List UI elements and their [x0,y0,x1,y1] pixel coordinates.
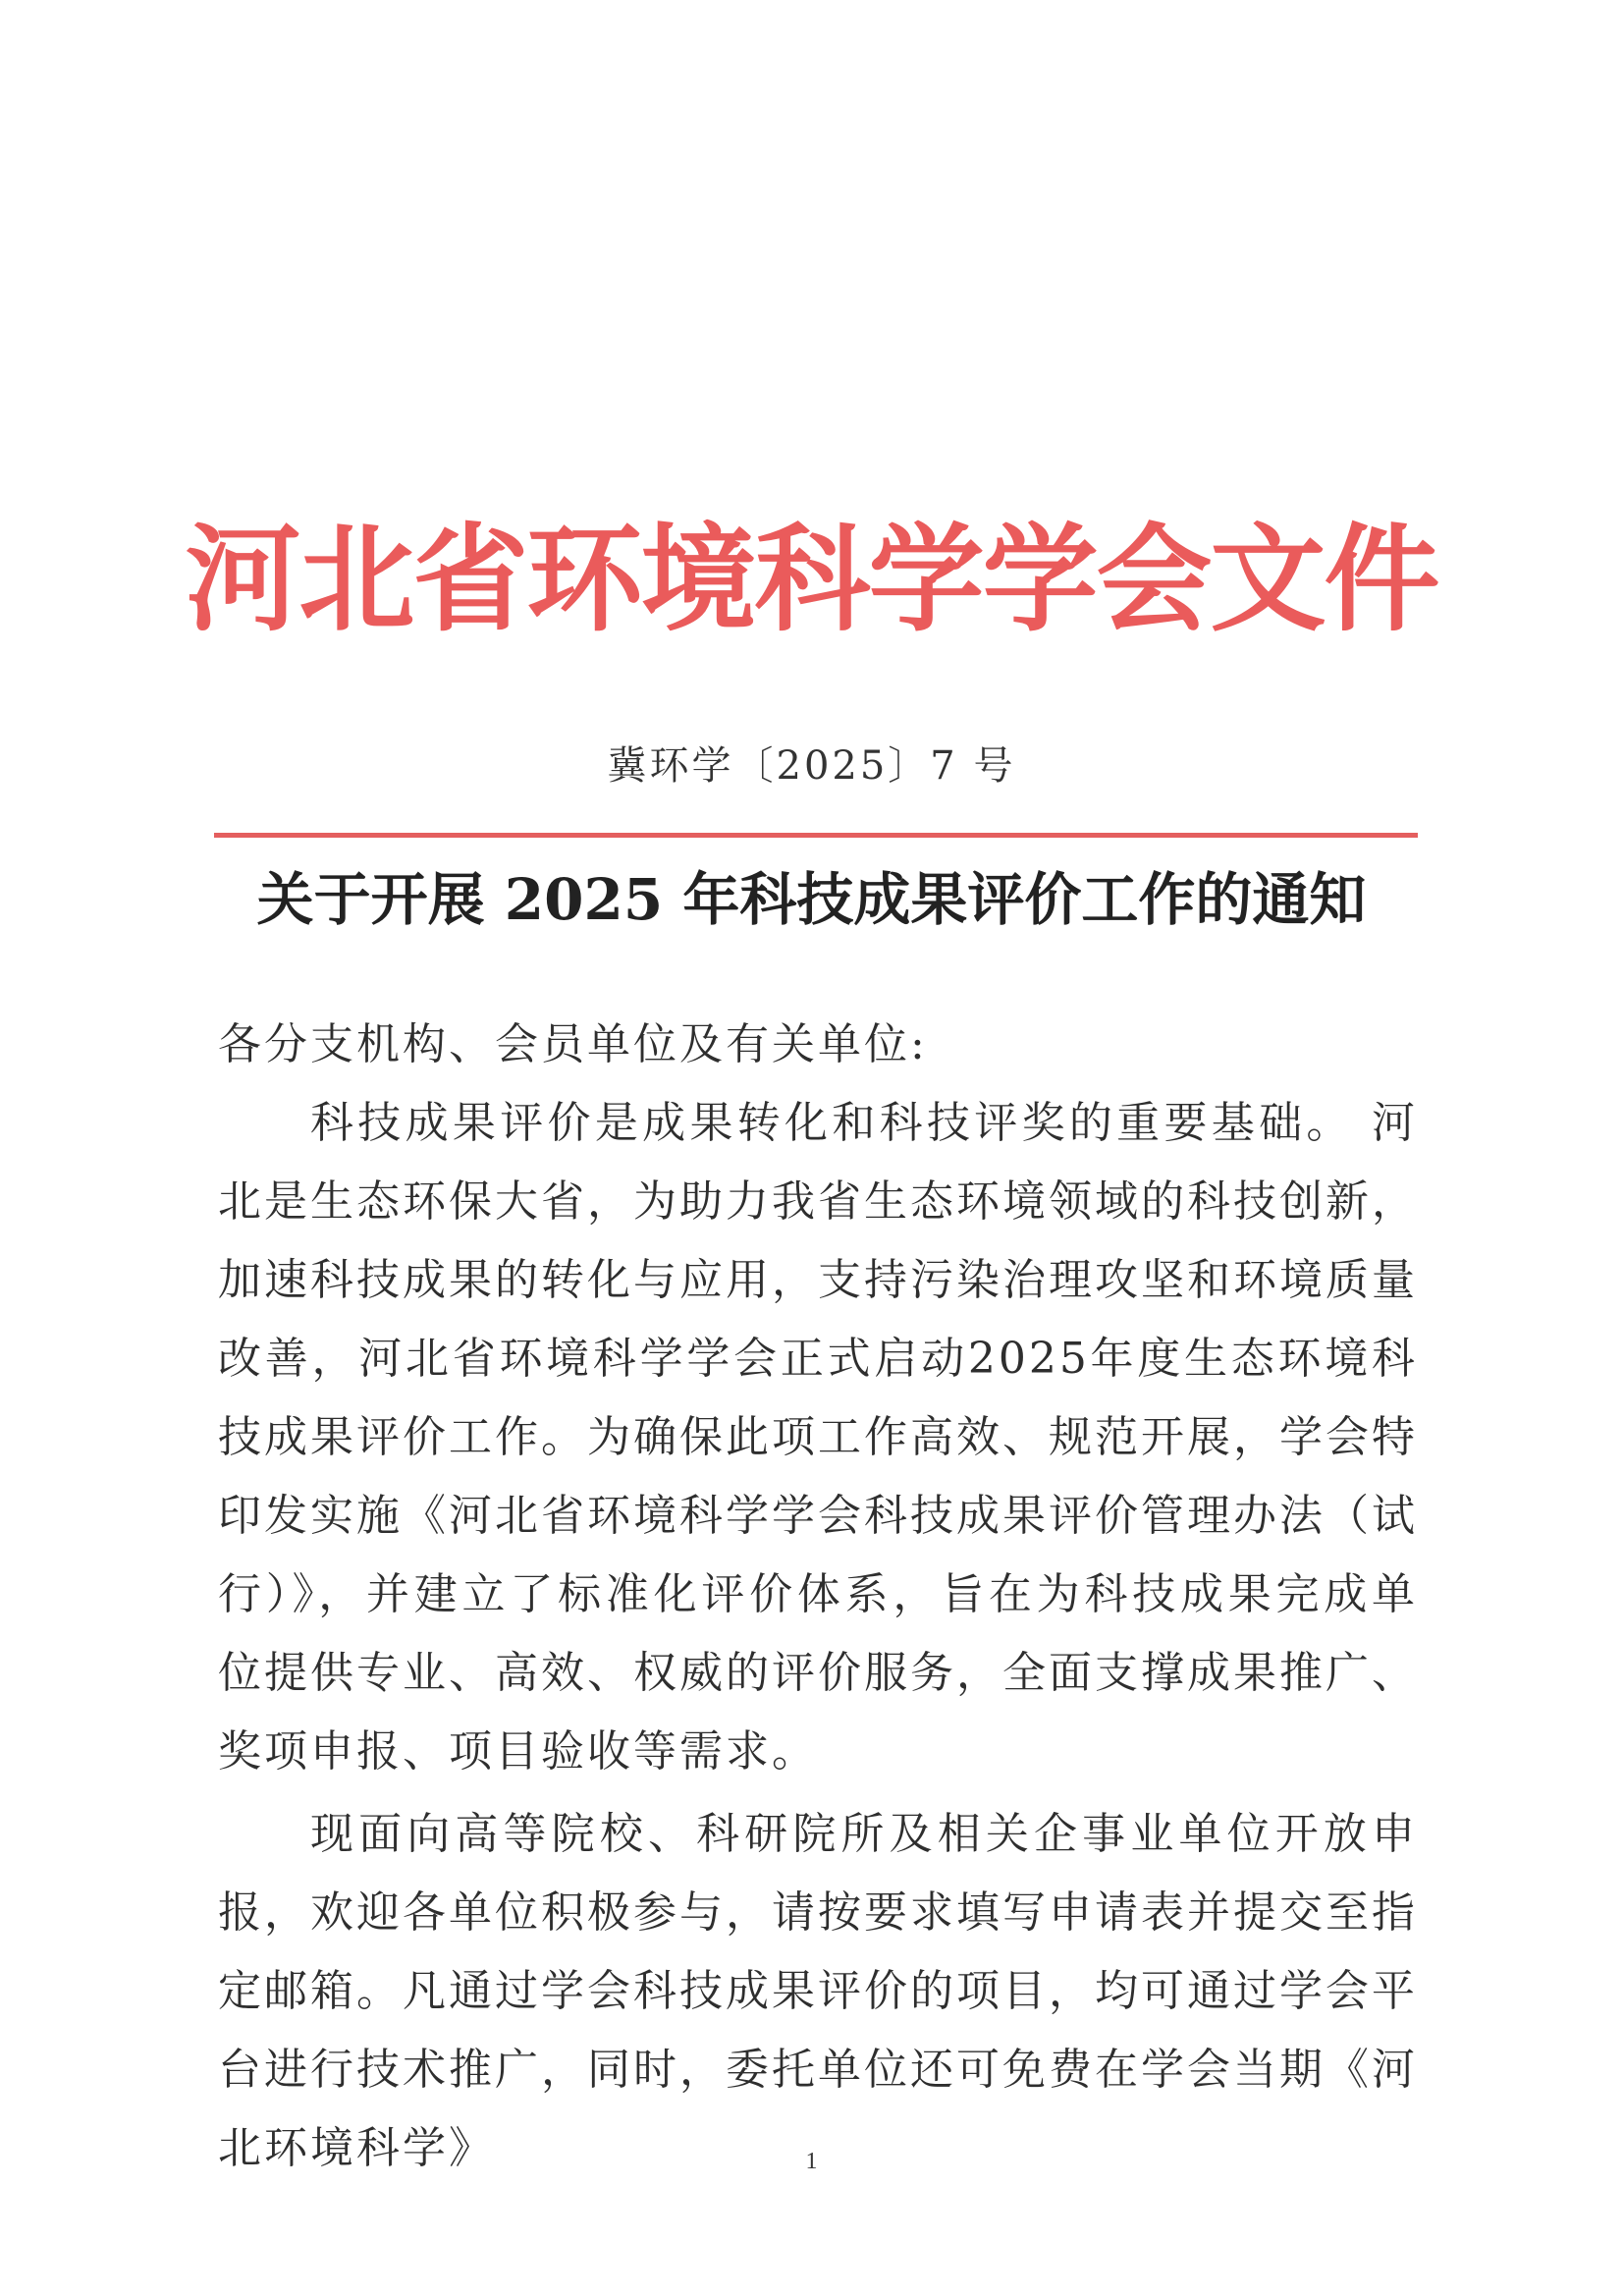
document-number: 冀环学〔2025〕7 号 [607,743,1016,789]
paragraph-2: 现面向高等院校、科研院所及相关企事业单位开放申报，欢迎各单位积极参与，请按要求填写申请表并提交至指定邮箱。凡通过学会科技成果评价的项目，均可通过学会平台进行技术推广，同时，委托单位还可免费在学会当期《河北环境科学》 [218,1809,1418,2173]
org-document-header: 河北省环境科学学会文件 [185,512,1438,647]
red-divider-line [214,833,1418,838]
notice-body [218,1006,1418,2188]
salutation: 各分支机构、会员单位及有关单位: [218,1019,928,1069]
notice-title: 关于开展 2025 年科技成果评价工作的通知 [256,866,1367,933]
page-number: 1 [805,2149,818,2174]
paragraph-1: 科技成果评价是成果转化和科技评奖的重要基础。 河北是生态环保大省，为助力我省生态环境领域的科技创新，加速科技成果的转化与应用，支持污染治理攻坚和环境质量改善，河北省环境科学学会正式启动2025年度生态环境科技成果评价工作。为确保此项工作高效、规范开展，学会特印发实施《河北省环境科学学会科技成果评价管理办法（试行）》，并建立了标准化评价体系，旨在为科技成果完成单位提供专业、高效、权威的评价服务，全面支撑成果推广、奖项申报、项目验收等需求。 [218,1098,1418,1777]
